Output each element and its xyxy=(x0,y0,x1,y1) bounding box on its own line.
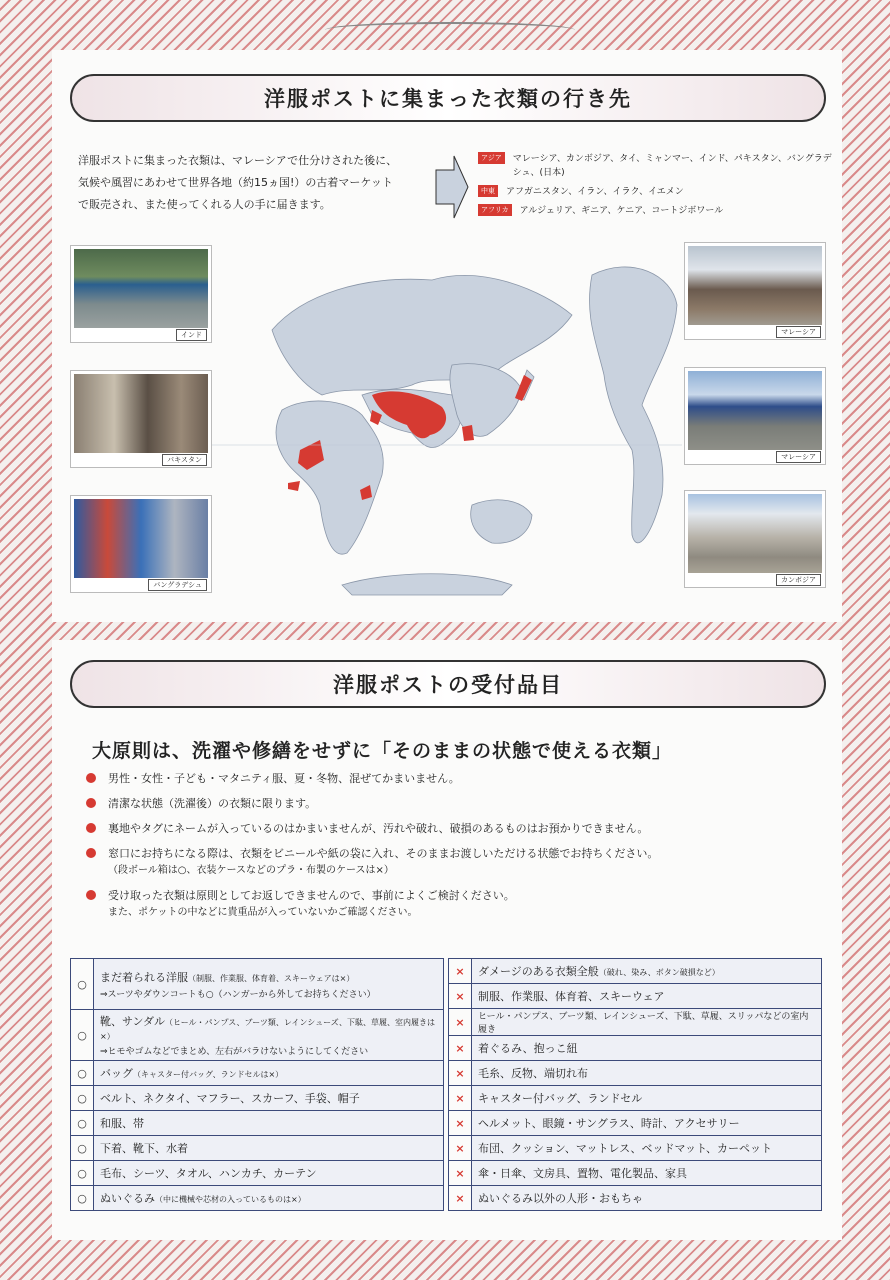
ok-mark-icon: ○ xyxy=(71,959,94,1010)
rejected-item: 毛糸、反物、端切れ布 xyxy=(472,1061,822,1086)
region-middle-east xyxy=(478,185,838,199)
region-countries: アフガニスタン、イラン、イラク、イエメン xyxy=(506,187,684,197)
rule-item xyxy=(82,845,822,879)
rejected-item: ヒール・パンプス、ブーツ類、レインシューズ、下駄、草履、スリッパなどの室内履き xyxy=(472,1009,822,1036)
ok-mark-icon: ○ xyxy=(71,1161,94,1186)
table-row xyxy=(71,1111,444,1136)
item-sub: ⇒スーツやダウンコートも○（ハンガーから外してお持ちください） xyxy=(100,989,376,1000)
ng-mark-icon: × xyxy=(449,1061,472,1086)
rejected-item: キャスター付バッグ、ランドセル xyxy=(472,1086,822,1111)
item-sub: ⇒ヒモやゴムなどでまとめ、左右がバラけないようにしてください xyxy=(100,1047,369,1057)
region-asia xyxy=(478,152,838,180)
rejected-item: ぬいぐるみ以外の人形・おもちゃ xyxy=(472,1186,822,1211)
rule-text: 窓口にお持ちになる際は、衣類をビニールや紙の袋に入れ、そのままお渡しいただける状態でお持ちください。 xyxy=(108,847,659,860)
bullet-icon xyxy=(86,890,96,900)
intro-line: 洋服ポストに集まった衣類は、マレーシアで仕分けされた後に、 xyxy=(78,154,398,167)
land-antarctica xyxy=(342,574,512,595)
region-countries: アルジェリア、ギニア、ケニア、コートジボワール xyxy=(519,206,724,216)
highlight-southeast-asia xyxy=(462,425,474,441)
table-row xyxy=(449,1161,822,1186)
rejected-item: 制服、作業服、体育着、スキーウェア xyxy=(472,984,822,1009)
bullet-icon xyxy=(86,773,96,783)
region-tag: アフリカ xyxy=(478,204,512,216)
rejected-table xyxy=(448,958,822,1211)
table-row xyxy=(449,1136,822,1161)
market-image xyxy=(688,494,822,573)
photo-india xyxy=(70,245,212,343)
rule-subtext: （段ボール箱は○、衣装ケースなどのプラ・布製のケースは×） xyxy=(108,865,394,876)
ng-mark-icon: × xyxy=(449,1086,472,1111)
accepted-item: 下着、靴下、水着 xyxy=(94,1136,444,1161)
photo-caption: インド xyxy=(176,329,207,341)
accepted-item xyxy=(94,1186,444,1211)
bullet-icon xyxy=(86,823,96,833)
photo-bangladesh xyxy=(70,495,212,593)
rule-item xyxy=(82,795,822,812)
table-row xyxy=(449,1061,822,1086)
table-row xyxy=(71,1186,444,1211)
ok-mark-icon: ○ xyxy=(71,1136,94,1161)
item-note: （破れ、染み、ボタン破損など） xyxy=(598,968,720,977)
photo-caption: マレーシア xyxy=(776,326,821,338)
item-main: ぬいぐるみ xyxy=(100,1192,155,1205)
photo-caption: バングラデシュ xyxy=(148,579,207,591)
highlight-guinea xyxy=(288,481,300,491)
item-note: （中に機械や芯材の入っているものは×） xyxy=(155,1195,306,1204)
rules-list xyxy=(82,770,822,929)
intro-line: 気候や風習にあわせて世界各地（約15ヵ国!）の古着マーケット xyxy=(78,176,393,189)
rejected-item: ヘルメット、眼鏡・サングラス、時計、アクセサリー xyxy=(472,1111,822,1136)
hanging-string xyxy=(325,22,575,38)
photo-cambodia xyxy=(684,490,826,588)
item-main: まだ着られる洋服 xyxy=(100,970,188,984)
region-tag: アジア xyxy=(478,152,505,164)
table-row xyxy=(71,1086,444,1111)
table-row xyxy=(449,1009,822,1036)
photo-malaysia-2 xyxy=(684,367,826,465)
destination-panel xyxy=(52,50,842,622)
accepted-item xyxy=(94,1061,444,1086)
photo-caption: パキスタン xyxy=(162,454,207,466)
ok-mark-icon: ○ xyxy=(71,1086,94,1111)
rule-text: 清潔な状態（洗濯後）の衣類に限ります。 xyxy=(108,797,317,810)
land-africa xyxy=(276,401,383,554)
accepted-items-panel xyxy=(52,640,842,1240)
region-countries: マレーシア、カンボジア、タイ、ミャンマー、インド、パキスタン、バングラデシュ、(日本) xyxy=(512,154,832,178)
accepted-item: 毛布、シーツ、タオル、ハンカチ、カーテン xyxy=(94,1161,444,1186)
table-row xyxy=(449,959,822,984)
destination-title: 洋服ポストに集まった衣類の行き先 xyxy=(70,74,826,122)
item-note: （キャスター付バッグ、ランドセルは×） xyxy=(133,1070,284,1079)
region-list xyxy=(478,152,838,223)
rule-item xyxy=(82,887,822,921)
ng-mark-icon: × xyxy=(449,1036,472,1061)
rule-text: 裏地やタグにネームが入っているのはかまいませんが、汚れや破れ、破損のあるものはお預かりできません。 xyxy=(108,822,649,835)
photo-caption: カンボジア xyxy=(776,574,821,586)
photo-caption: マレーシア xyxy=(776,451,821,463)
accepted-item xyxy=(94,1010,444,1061)
market-image xyxy=(74,374,208,453)
market-image xyxy=(688,246,822,325)
ok-mark-icon: ○ xyxy=(71,1111,94,1136)
region-africa xyxy=(478,204,838,218)
world-map xyxy=(212,235,682,605)
arrow-right-icon xyxy=(434,154,470,220)
ok-mark-icon: ○ xyxy=(71,1061,94,1086)
principle-headline: 大原則は、洗濯や修繕をせずに「そのままの状態で使える衣類」 xyxy=(92,740,673,762)
market-image xyxy=(688,371,822,450)
ng-mark-icon: × xyxy=(449,1111,472,1136)
accepted-item: ベルト、ネクタイ、マフラー、スカーフ、手袋、帽子 xyxy=(94,1086,444,1111)
accepted-table xyxy=(70,958,444,1211)
rule-text: 男性・女性・子ども・マタニティ服、夏・冬物、混ぜてかまいません。 xyxy=(108,772,460,785)
ng-mark-icon: × xyxy=(449,1009,472,1036)
item-main: バッグ xyxy=(100,1067,133,1080)
table-row xyxy=(71,1136,444,1161)
table-row xyxy=(449,1036,822,1061)
rejected-item: 傘・日傘、文房具、置物、電化製品、家具 xyxy=(472,1161,822,1186)
market-image xyxy=(74,499,208,578)
ok-mark-icon: ○ xyxy=(71,1010,94,1061)
rule-item xyxy=(82,820,822,837)
accepted-item xyxy=(94,959,444,1010)
photo-pakistan xyxy=(70,370,212,468)
table-row xyxy=(449,984,822,1009)
rejected-item: 布団、クッション、マットレス、ベッドマット、カーペット xyxy=(472,1136,822,1161)
item-main: 靴、サンダル xyxy=(100,1015,166,1028)
item-main: ダメージのある衣類全般 xyxy=(478,965,599,978)
item-note: （ヒール・パンプス、ブーツ類、レインシューズ、下駄、草履、室内履きは×） xyxy=(100,1018,435,1041)
land-east-asia xyxy=(450,364,522,437)
table-row xyxy=(449,1086,822,1111)
table-row xyxy=(71,1010,444,1061)
table-row xyxy=(449,1186,822,1211)
accepted-items-title: 洋服ポストの受付品目 xyxy=(70,660,826,708)
table-row xyxy=(71,959,444,1010)
intro-line: で販売され、また使ってくれる人の手に届きます。 xyxy=(78,198,331,211)
land-americas xyxy=(589,267,677,543)
photo-malaysia-1 xyxy=(684,242,826,340)
region-tag: 中東 xyxy=(478,185,498,197)
market-image xyxy=(74,249,208,328)
rule-subtext: また、ポケットの中などに貴重品が入っていないかご確認ください。 xyxy=(108,907,418,918)
bullet-icon xyxy=(86,848,96,858)
bullet-icon xyxy=(86,798,96,808)
ng-mark-icon: × xyxy=(449,1161,472,1186)
table-row xyxy=(71,1061,444,1086)
accepted-item: 和服、帯 xyxy=(94,1111,444,1136)
ng-mark-icon: × xyxy=(449,959,472,984)
ok-mark-icon: ○ xyxy=(71,1186,94,1211)
intro-text xyxy=(78,150,448,216)
rule-item xyxy=(82,770,822,787)
rule-text: 受け取った衣類は原則としてお返しできませんので、事前によくご検討ください。 xyxy=(108,889,515,902)
ng-mark-icon: × xyxy=(449,1136,472,1161)
item-note: （制服、作業服、体育着、スキーウェアは×） xyxy=(188,973,355,983)
rejected-item xyxy=(472,959,822,984)
table-row xyxy=(449,1111,822,1136)
table-row xyxy=(71,1161,444,1186)
ng-mark-icon: × xyxy=(449,1186,472,1211)
land-australia xyxy=(471,500,532,543)
rejected-item: 着ぐるみ、抱っこ紐 xyxy=(472,1036,822,1061)
ng-mark-icon: × xyxy=(449,984,472,1009)
